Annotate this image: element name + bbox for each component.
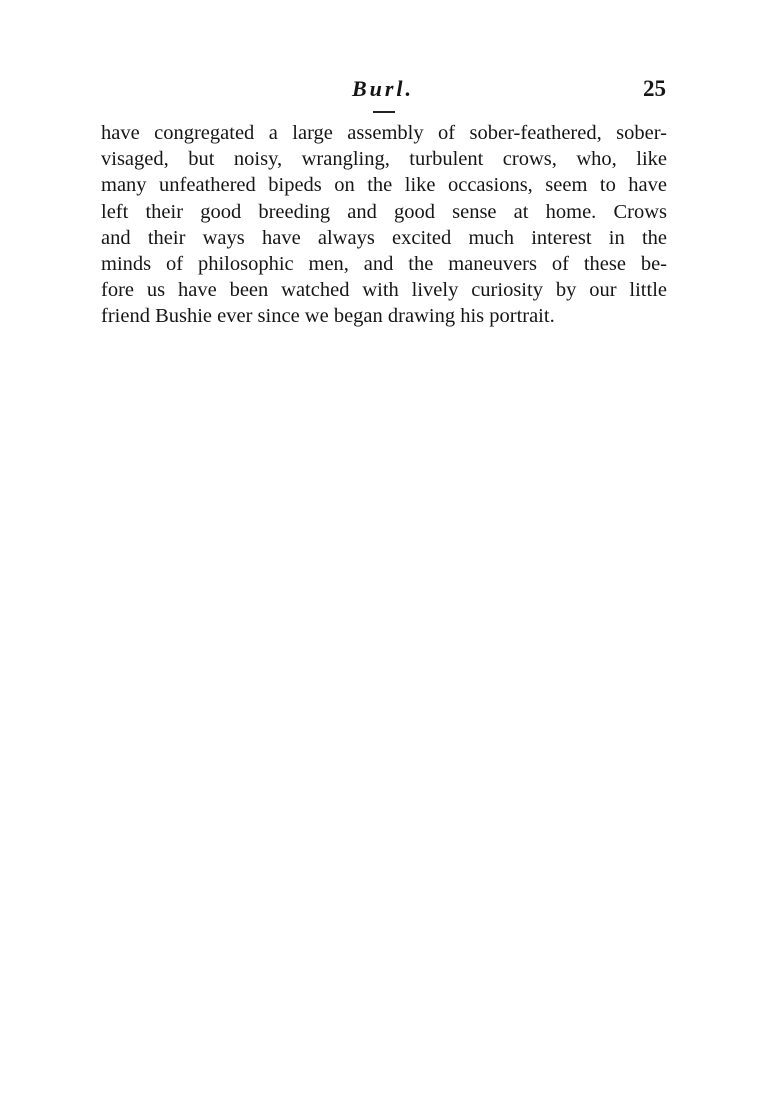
page-number: 25 xyxy=(643,76,666,101)
running-title: Burl. xyxy=(351,76,415,101)
text-line: visaged, but noisy, wrangling, turbulent crows, who, like xyxy=(101,148,667,171)
text-line: and their ways have always excited much interest in the xyxy=(101,226,667,249)
running-head xyxy=(100,70,666,110)
text-line: minds of philosophic men, and the maneuvers of these be- xyxy=(101,253,667,276)
text-line: fore us have been watched with lively curiosity by our little xyxy=(101,279,667,302)
body-paragraph xyxy=(101,120,667,330)
text-line: left their good breeding and good sense at home. Crows xyxy=(101,200,667,223)
text-line: have congregated a large assembly of sober-feathered, sober- xyxy=(101,122,667,144)
header-rule xyxy=(373,111,395,113)
text-line: many unfeathered bipeds on the like occasions, seem to have xyxy=(101,174,667,197)
text-line: friend Bushie ever since we began drawing his portrait. xyxy=(101,305,555,328)
